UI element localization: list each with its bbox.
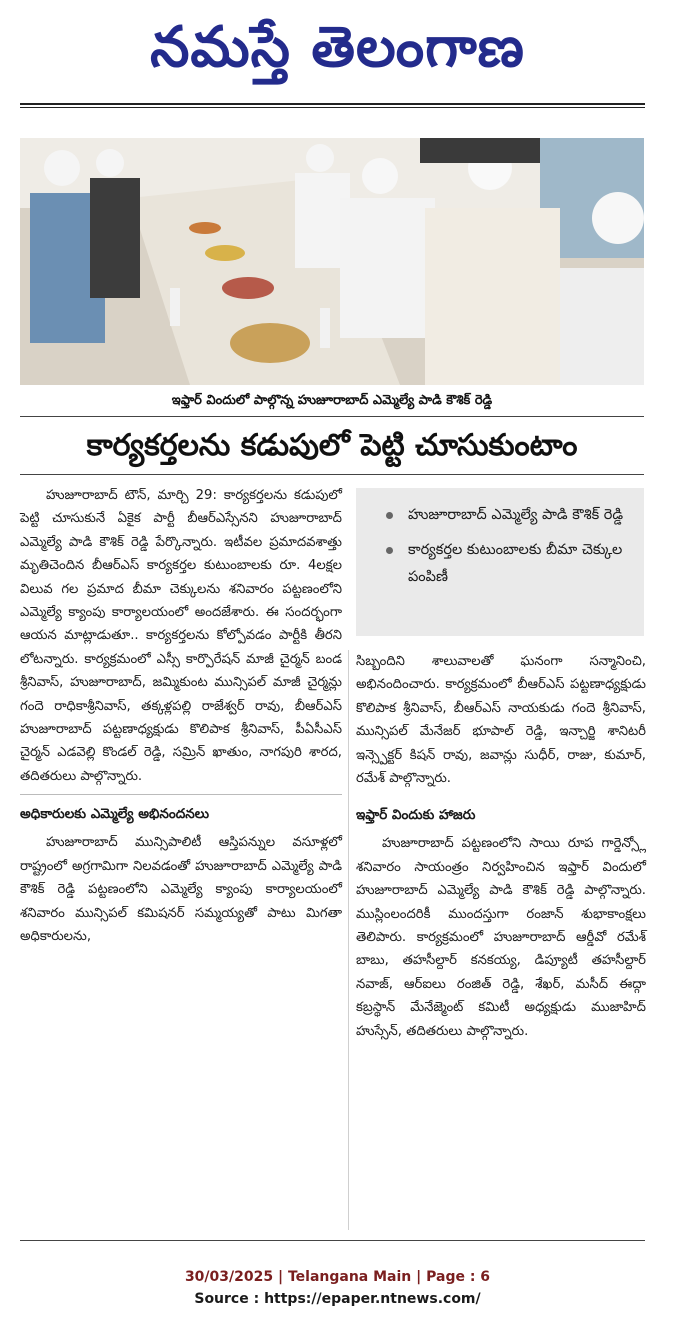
highlight-text: హుజూరాబాద్ ఎమ్మెల్యే పాడి కౌశిక్ రెడ్డి xyxy=(408,507,624,523)
newspaper-title: నమస్తే తెలంగాణ xyxy=(150,15,525,80)
article-paragraph: హుజూరాబాద్ టౌన్, మార్చి 29: కార్యకర్తలను కడుపులో పెట్టి చూసుకునే ఏకైక పార్టీ బీఆర్ఎస్సేనని హుజూరాబాద్ ఎమ్మెల్యే పాడి కౌశిక్ రెడ్డి పేర్కొన్నారు. ఇటీవల ప్రమాదవశాత్తు మృతిచెందిన బీఆర్ఎస్ కార్యకర్తల కుటుంబాలకు రూ. 4లక్షల విలువ గల ప్రమాద బీమా చెక్కులను శనివారం పట్టణంలోని ఎమ్మెల్యే క్యాంపు కార్యాలయంలో అందజేశారు. ఈ సందర్భంగా ఆయన మాట్లాడుతూ.. కార్యకర్తలను కోల్పోవడం పార్టీకి తీరని లోటన్నారు. కార్యక్రమంలో ఎస్సీ కార్పొరేషన్ మాజీ చైర్మన్ బండ శ్రీనివాస్, హుజూరాబాద్, జమ్మికుంట మున్సిపల్ మాజీ చైర్మన్లు గందె రాధికాశ్రీనివాస్, తక్కళ్లపల్లి రాజేశ్వర్ రావు, బీఆర్ఎస్ హుజూరాబాద్ పట్టణాధ్యక్షుడు కొలిపాక శ్రీనివాస్, పీఏసీఎస్ చైర్మన్ ఎడవెల్లి కొండల్ రెడ్డి, సమ్రిన్ ఖాతుం, నాగపురి శారద, తదితరులు పాల్గొన్నారు. xyxy=(20,488,342,784)
headline: కార్యకర్తలను కడుపులో పెట్టి చూసుకుంటాం xyxy=(86,428,578,463)
source-link[interactable]: Source : https://epaper.ntnews.com/ xyxy=(194,1291,481,1307)
footer-rule xyxy=(20,1240,645,1241)
photo-caption: ఇఫ్తార్ విందులో పాల్గొన్న హుజూరాబాద్ ఎమ్మెల్యే పాడి కౌశిక్ రెడ్డి xyxy=(171,393,493,408)
news-photo xyxy=(20,138,644,385)
article-paragraph: హుజూరాబాద్ మున్సిపాలిటీ ఆస్తిపన్నుల వసూళ్లలో రాష్ట్రంలో అగ్రగామిగా నిలవడంతో హుజూరాబాద్ ఎమ్మెల్యే పాడి కౌశిక్ రెడ్డి పట్టణంలోని ఎమ్మెల్యే క్యాంపు కార్యాలయంలో శనివారం మున్సిపల్ కమిషనర్ సమ్మయ్యతో పాటు మిగతా అధికారులను, xyxy=(20,835,342,944)
article-paragraph: సిబ్బందిని శాలువాలతో ఘనంగా సన్మానించి, అభినందించారు. కార్యక్రమంలో బీఆర్ఎస్ పట్టణాధ్యక్షుడు కొలిపాక శ్రీనివాస్, బీఆర్ఎస్ నాయకుడు గందె శ్రీనివాస్, మున్సిపల్ మేనేజర్ భూపాల్ రెడ్డి, ఇన్చార్జి శానిటరీ ఇన్స్పెక్టర్ కిషన్ రావు, జవాన్లు సుధీర్, రాజు, కుమార్, రమేశ్ పాల్గొన్నారు. xyxy=(356,654,646,787)
highlight-item xyxy=(386,537,634,591)
caption-rule xyxy=(20,416,644,417)
page-footer xyxy=(0,1266,675,1310)
article-left-column xyxy=(20,484,342,948)
masthead-rule-thin xyxy=(20,107,645,108)
masthead xyxy=(0,0,675,104)
article-paragraph: హుజూరాబాద్ పట్టణంలోని సాయి రూప గార్డెన్స్లో శనివారం సాయంత్రం నిర్వహించిన ఇఫ్తార్ విందులో హుజూరాబాద్ ఎమ్మెల్యే పాడి కౌశిక్ రెడ్డి పాల్గొన్నారు. ముస్లింలందరికీ ముందస్తుగా రంజాన్ శుభాకాంక్షలు తెలిపారు. కార్యక్రమంలో హుజూరాబాద్ ఆర్డీవో రమేశ్ బాబు, తహసీల్దార్ కనకయ్య, డిప్యూటీ తహసీల్దార్ నవాజ్, ఆర్ఐలు రంజిత్ రెడ్డి, శేఖర్, మసీద్ ఈద్గా కబ్రస్థాన్ మేనేజ్మెంట్ కమిటీ అధ్యక్షుడు ముజాహిద్ హుస్సేన్, తదితరులు పాల్గొన్నారు. xyxy=(356,836,646,1039)
bullet-icon xyxy=(386,547,393,554)
article-right-column xyxy=(356,650,646,1043)
highlight-text: కార్యకర్తల కుటుంబాలకు బీమా చెక్కుల పంపిణీ xyxy=(408,542,623,585)
masthead-rule xyxy=(20,103,645,105)
highlight-item xyxy=(386,502,634,529)
headline-rule xyxy=(20,474,644,475)
article-subhead: అధికారులకు ఎమ్మెల్యే అభినందనలు xyxy=(20,794,342,831)
article-subhead: ఇఫ్తార్ విందుకు హాజరు xyxy=(356,807,476,824)
column-divider xyxy=(348,650,349,1230)
bullet-icon xyxy=(386,512,393,519)
highlights-box xyxy=(356,488,644,636)
edition-info: 30/03/2025 | Telangana Main | Page : 6 xyxy=(184,1269,491,1285)
